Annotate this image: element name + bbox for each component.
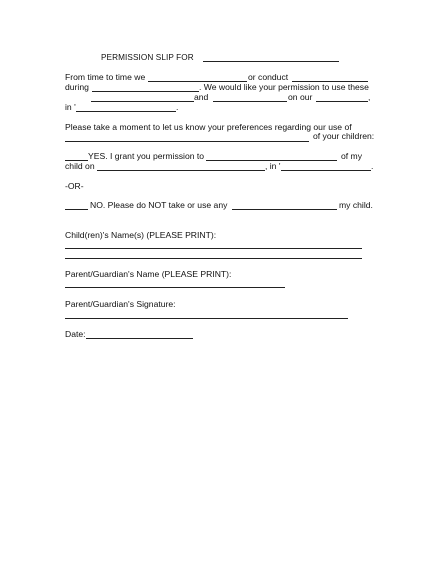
yes-year-blank[interactable] [281,170,371,171]
document-title: PERMISSION SLIP FOR [101,53,194,62]
no-line-text-a: NO. Please do NOT take or use any [90,200,228,210]
p1-line3-text-c: , [368,92,371,102]
p1-line2-text-b: . We would like your permission to use these [199,82,369,92]
p1-location-blank[interactable] [316,101,368,102]
p2-use-blank[interactable] [65,141,309,142]
p1-line3-text-a: and [194,92,209,102]
yes-location-blank[interactable] [97,170,265,171]
p1-line1-text-b: or conduct [248,72,289,82]
p1-during-blank[interactable] [92,91,199,92]
p1-line4-text-b: . [176,102,179,112]
or-separator: -OR- [65,181,84,191]
yes-line1-text-a: YES. I grant you permission to [88,151,205,161]
p2-line2-text: of your children: [313,131,375,141]
yes-line1-text-b: of my [341,151,363,161]
title-blank[interactable] [203,61,339,62]
p1-item1-blank[interactable] [91,101,194,102]
p1-item2-blank[interactable] [213,101,287,102]
p1-year-blank[interactable] [76,111,176,112]
p2-line1-text: Please take a moment to let us know your preferences regarding our use of [65,122,352,132]
guardian-signature-line[interactable] [65,318,348,319]
guardian-signature-label: Parent/Guardian's Signature: [65,299,176,309]
date-label: Date: [65,329,86,339]
no-check-blank[interactable] [65,209,88,210]
children-names-label: Child(ren)'s Name(s) (PLEASE PRINT): [65,230,217,240]
guardian-name-line[interactable] [65,287,285,288]
yes-line2-text-b: , in ' [265,161,281,171]
p1-line4-text-a: in ' [65,102,76,112]
p1-line3-text-b: on our [288,92,313,102]
children-names-line-1[interactable] [65,248,362,249]
p1-line1-text-a: From time to time we [65,72,146,82]
p1-line2-text-a: during [65,82,89,92]
date-line[interactable] [86,338,193,339]
children-names-line-2[interactable] [65,258,362,259]
no-item-blank[interactable] [232,209,337,210]
yes-line2-text-a: child on [65,161,95,171]
guardian-name-label: Parent/Guardian's Name (PLEASE PRINT): [65,269,232,279]
yes-line2-text-c: . [371,161,374,171]
no-line-text-b: my child. [339,200,373,210]
